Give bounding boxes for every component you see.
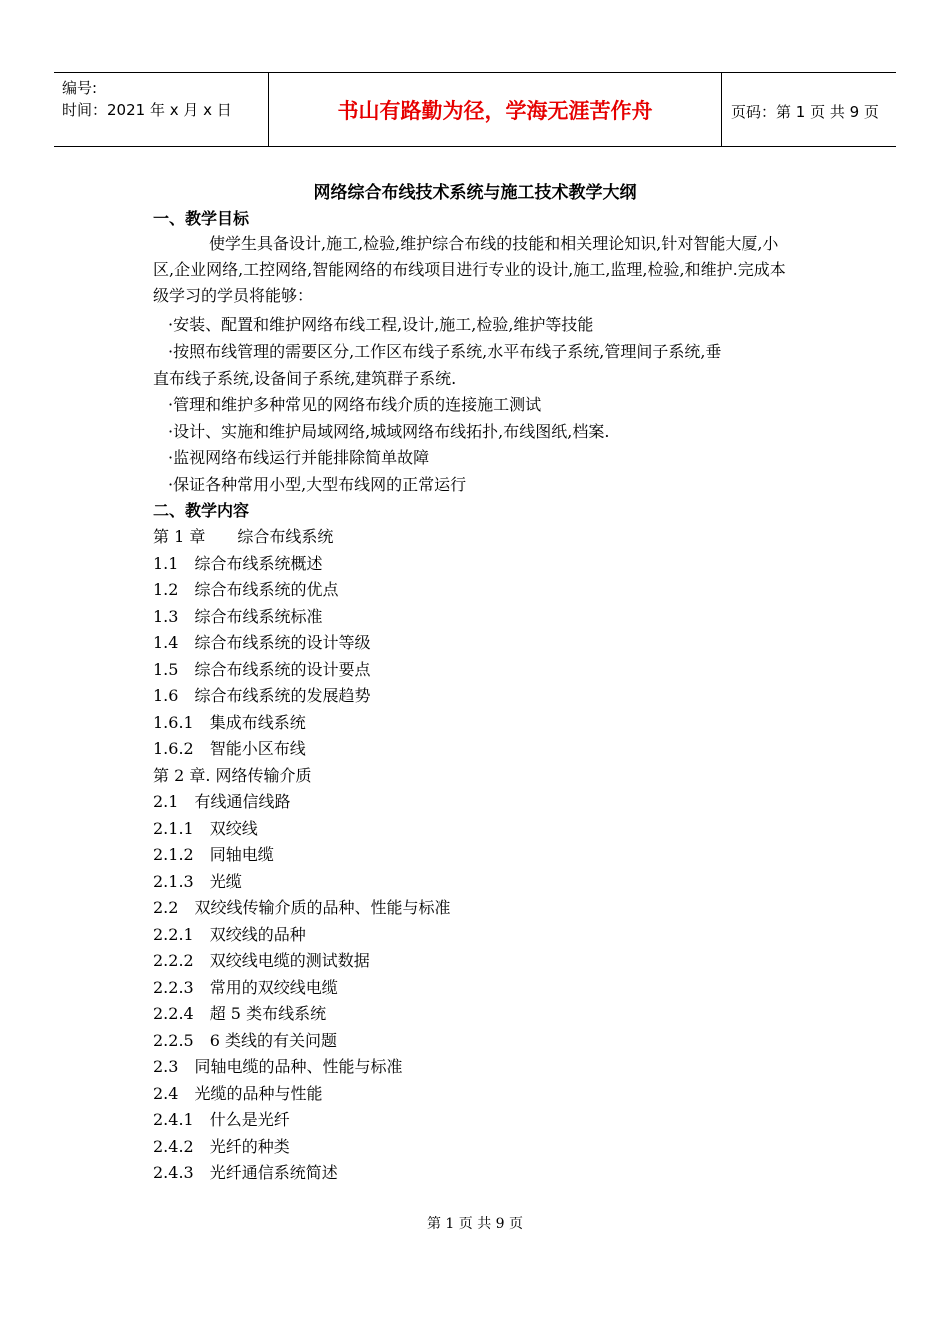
time-label: 时间：2021 年 x 月 x 日 (62, 101, 232, 119)
toc-item: 2.4.3 光纤通信系统简述 (153, 1163, 338, 1182)
toc-item: 1.2 综合布线系统的优点 (153, 580, 339, 599)
toc-item: 2.1.2 同轴电缆 (153, 845, 274, 864)
toc-item: 2.2 双绞线传输介质的品种、性能与标准 (153, 898, 451, 917)
page-footer: 第 1 页 共 9 页 (426, 1216, 524, 1232)
section-heading-objectives: 一、教学目标 (153, 209, 250, 228)
toc-item: 第 2 章. 网络传输介质 (153, 765, 312, 785)
toc-item: 2.1.3 光缆 (153, 871, 242, 891)
toc-item: 2.1 有线通信线路 (153, 792, 291, 811)
toc-item: 1.6.1 集成布线系统 (153, 712, 306, 732)
toc-item: 2.4.2 光纤的种类 (153, 1136, 290, 1156)
toc-item: 1.6.2 智能小区布线 (153, 739, 306, 758)
header-left-cell (54, 73, 268, 146)
page-label: 页码：第 1 页 共 9 页 (731, 103, 879, 121)
intro-paragraph: 使学生具备设计,施工,检验,维护综合布线的技能和相关理论知识,针对智能大厦,小 区,企业网络,工控网络,智能网络的布线项目进行专业的设计,施工,监理,检验,和维护.完成本级学习的学员将能够： (153, 234, 795, 305)
toc-item: 2.4.1 什么是光纤 (153, 1110, 290, 1129)
toc-item: 2.4 光缆的品种与性能 (153, 1083, 323, 1103)
motto: 书山有路勤为径，学海无涯苦作舟 (337, 99, 653, 123)
number-label: 编号: (62, 79, 98, 97)
toc-item: 2.1.1 双绞线 (153, 818, 258, 838)
toc-item: 1.3 综合布线系统标准 (153, 606, 323, 626)
section-heading-content: 二、教学内容 (153, 501, 250, 520)
toc-item: 1.4 综合布线系统的设计等级 (153, 633, 371, 652)
document-title: 网络综合布线技术系统与施工技术教学大纲 (313, 183, 637, 203)
bullet-item: ·安装、配置和维护网络布线工程,设计,施工,检验,维护等技能 (168, 315, 594, 334)
toc-item: 2.2.2 双绞线电缆的测试数据 (153, 951, 370, 970)
header-table (54, 72, 896, 147)
bullet-item: ·保证各种常用小型,大型布线网的正常运行 (168, 475, 467, 494)
toc-item: 第 1 章 综合布线系统 (153, 527, 334, 546)
toc-item: 1.5 综合布线系统的设计要点 (153, 659, 371, 679)
bullet-item-continuation: 直布线子系统,设备间子系统,建筑群子系统. (153, 369, 457, 388)
toc-item: 2.3 同轴电缆的品种、性能与标准 (153, 1057, 403, 1076)
header-middle-cell (268, 73, 722, 146)
toc-item: 2.2.5 6 类线的有关问题 (153, 1030, 337, 1050)
toc-item: 1.1 综合布线系统概述 (153, 553, 323, 573)
bullet-item: ·管理和维护多种常见的网络布线介质的连接施工测试 (168, 395, 542, 414)
bullet-item: ·按照布线管理的需要区分,工作区布线子系统,水平布线子系统,管理间子系统,垂 (168, 342, 722, 361)
header-right-cell (721, 73, 896, 146)
toc-item: 1.6 综合布线系统的发展趋势 (153, 686, 371, 705)
bullet-item: ·监视网络布线运行并能排除简单故障 (168, 448, 430, 467)
bullet-item: ·设计、实施和维护局域网络,城域网络布线拓扑,布线图纸,档案. (168, 422, 610, 441)
toc-item: 2.2.1 双绞线的品种 (153, 924, 306, 944)
toc-item: 2.2.4 超 5 类布线系统 (153, 1004, 327, 1023)
toc-item: 2.2.3 常用的双绞线电缆 (153, 977, 338, 997)
